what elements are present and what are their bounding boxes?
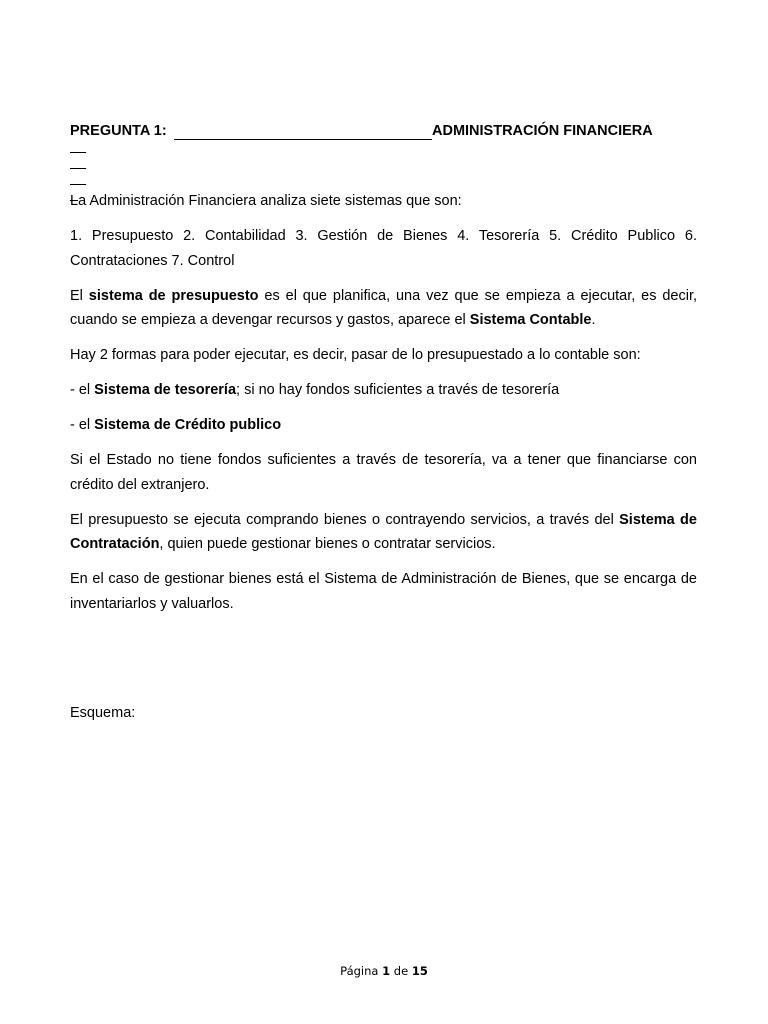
paragraph-intro: La Administración Financiera analiza siete sistemas que son:: [70, 193, 462, 209]
page-heading: [70, 123, 670, 141]
text-run: El presupuesto se ejecuta comprando bienes o contrayendo servicios, a través del: [70, 511, 620, 528]
paragraph-credito: [70, 413, 697, 438]
page-footer: [0, 964, 768, 978]
document-body: [70, 189, 697, 627]
paragraph-bienes: En el caso de gestionar bienes está el Sistema de Administración de Bienes, que se encarga de inventariarlos y valuarlos.: [70, 571, 697, 612]
paragraph-estado: Si el Estado no tiene fondos suficientes a través de tesorería, va a tener que financiarse con crédito del extranjero.: [70, 452, 697, 493]
text-run: ; si no hay fondos suficientes a través de tesorería: [236, 382, 560, 398]
paragraph-systems-list: 1. Presupuesto 2. Contabilidad 3. Gestión de Bienes 4. Tesorería 5. Crédito Publico 6. Contrataciones 7. Control: [70, 228, 697, 269]
paragraph-formas: Hay 2 formas para poder ejecutar, es decir, pasar de lo presupuestado a lo contable son:: [70, 347, 641, 363]
text-run: - el: [70, 417, 95, 433]
current-page-number: 1: [382, 964, 391, 978]
paragraph-contratacion: [70, 508, 697, 557]
paragraph-tesoreria: [70, 378, 697, 403]
bold-term: sistema de presupuesto: [88, 287, 259, 304]
bold-term: Sistema de tesorería: [94, 382, 237, 398]
text-run: , quien puede gestionar bienes o contratar servicios.: [159, 536, 496, 552]
footer-text: de: [390, 964, 412, 978]
text-run: .: [591, 312, 596, 328]
footer-text: Página: [340, 964, 383, 978]
bold-term: Sistema de Contratación: [70, 511, 697, 552]
text-run: es el que planifica, una vez que se empieza a ejecutar, es decir, cuando se empieza a devengar recursos y gastos, aparece el: [70, 287, 698, 328]
text-run: - el: [70, 382, 95, 398]
bold-term: Sistema de Crédito publico: [94, 417, 282, 433]
text-run: El: [70, 287, 89, 304]
esquema-label: Esquema:: [70, 705, 136, 721]
total-page-count: 15: [411, 964, 428, 978]
paragraph-presupuesto: [70, 284, 697, 333]
section-title: ADMINISTRACIÓN FINANCIERA: [432, 123, 653, 139]
bold-term: Sistema Contable: [469, 312, 592, 328]
heading-underline-fill: [174, 123, 432, 140]
question-label: PREGUNTA 1:: [70, 123, 167, 139]
